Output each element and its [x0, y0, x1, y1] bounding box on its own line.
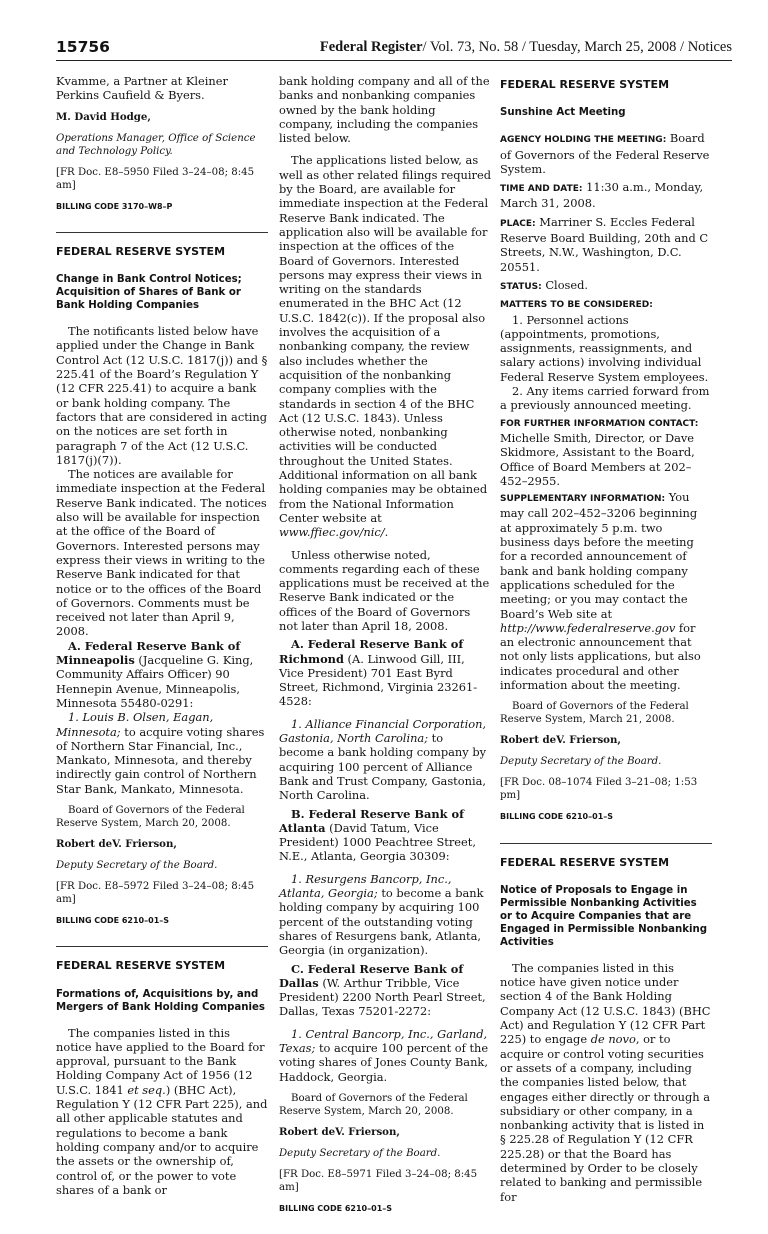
signer-name: Robert deV. Frierson,: [56, 837, 177, 850]
applicant-name: 1. Louis B. Olsen, Eagan, Minnesota;: [56, 710, 214, 739]
field-label: PLACE:: [500, 218, 536, 229]
paragraph: Unless otherwise noted, comments regarding each of these applications must be received at the Reserve Bank indicated or the offices of the Board of Governors not later than April 18, 2008.: [279, 547, 490, 633]
fr-doc: [FR Doc. E8–5971 Filed 3–24–08; 8:45 am]: [279, 1168, 478, 1193]
signer-title: Deputy Secretary of the Board.: [279, 1147, 441, 1159]
signer-title: Deputy Secretary of the Board.: [56, 859, 218, 871]
bank-entry: [279, 637, 491, 708]
paragraph: [500, 961, 712, 1204]
field-label: AGENCY HOLDING THE MEETING:: [500, 135, 667, 146]
applicant-name: 1. Resurgens Bancorp, Inc., Atlanta, Georgia;: [279, 871, 452, 901]
paragraph: [56, 1026, 268, 1198]
matters-label: [500, 296, 712, 312]
field-label: SUPPLEMENTARY INFORMATION:: [500, 494, 666, 505]
signer-name: Robert deV. Frierson,: [279, 1125, 400, 1138]
continued-text: Kvamme, a Partner at Kleiner Perkins Caufield & Byers.: [56, 74, 228, 103]
agency-heading: FEDERAL RESERVE SYSTEM: [56, 244, 226, 258]
section-rule: [56, 232, 268, 233]
subject-heading: Notice of Proposals to Engage in Permissible Nonbanking Activities or to Acquire Companies that are Engaged in Permissible Nonbanking Activities: [500, 884, 708, 948]
field-value: Marriner S. Eccles Federal Reserve Board Building, 20th and C Streets, N.W., Washington, D.C. 20551.: [500, 214, 709, 274]
bank-entry: [279, 807, 491, 864]
bank-entry: [279, 962, 491, 1019]
applicant-text: to become a bank holding company by acquiring 100 percent of Alliance Bank and Trust Company, Gastonia, North Carolina.: [279, 731, 487, 803]
page-header: [56, 38, 732, 61]
meeting-agency: [500, 131, 712, 176]
bank-name: B. Federal Reserve Bank of Atlanta: [279, 806, 465, 835]
bank-name: A. Federal Reserve Bank of Minneapolis: [56, 638, 241, 668]
agency-heading: FEDERAL RESERVE SYSTEM: [500, 855, 670, 869]
signer-name: M. David Hodge,: [56, 110, 151, 123]
bank-name: A. Federal Reserve Bank of Richmond: [279, 637, 464, 666]
bank-info: (David Tatum, Vice President) 1000 Peachtree Street, N.E., Atlanta, Georgia 30309:: [279, 820, 476, 864]
billing-code: BILLING CODE 6210–01–S: [56, 915, 170, 925]
section-rule: [500, 843, 712, 844]
issue-details: / Vol. 73, No. 58 / Tuesday, March 25, 2008 / Notices: [422, 39, 732, 55]
field-value: Board of Governors of the Federal Reserve System.: [500, 131, 710, 176]
board-date: Board of Governors of the Federal Reserve System, March 20, 2008.: [56, 804, 245, 829]
billing-code: BILLING CODE 6210–01–S: [500, 812, 614, 822]
signer-name: Robert deV. Frierson,: [500, 734, 621, 747]
subject-heading: Change in Bank Control Notices; Acquisition of Shares of Bank or Bank Holding Companies: [56, 274, 242, 312]
page-number: 15756: [56, 38, 110, 56]
field-value: Closed.: [541, 277, 589, 292]
emphasis: et seq.: [127, 1082, 166, 1097]
bank-entry: [56, 639, 268, 710]
bank-name: C. Federal Reserve Bank of Dallas: [279, 961, 464, 990]
agency-heading: FEDERAL RESERVE SYSTEM: [56, 959, 226, 973]
agency-heading: FEDERAL RESERVE SYSTEM: [500, 78, 670, 91]
website-link[interactable]: http://www.federalreserve.gov: [500, 620, 676, 635]
board-date: Board of Governors of the Federal Reserve System, March 21, 2008.: [500, 701, 689, 726]
signer-title: Operations Manager, Office of Science and Technology Policy.: [56, 132, 256, 157]
bank-info: (A. Linwood Gill, III, Vice President) 701 East Byrd Street, Richmond, Virginia 23261-4528:: [279, 651, 478, 709]
paragraph: [279, 153, 491, 539]
applicant-name: 1. Central Bancorp, Inc., Garland, Texas;: [279, 1026, 488, 1055]
meeting-place: [500, 215, 712, 274]
text-run: The companies listed in this notice have given notice under section 4 of the Bank Holding Company Act (12 U.S.C. 1843) (BHC Act) and Regulation Y (12 CFR Part 225) to engage: [500, 960, 711, 1047]
text-run: for an electronic announcement that not only lists applications, but also indicates procedural and other information about the meeting.: [500, 620, 701, 692]
fr-doc: [FR Doc. 08–1074 Filed 3–21–08; 1:53 pm]: [500, 777, 698, 802]
text-run: .: [384, 525, 389, 540]
paragraph: bank holding company and all of the banks and nonbanking companies owned by the bank holding company, including the companies listed below.: [279, 74, 490, 146]
field-label: STATUS:: [500, 281, 542, 292]
column-1: [56, 74, 268, 1205]
signer-title: Deputy Secretary of the Board.: [500, 756, 662, 768]
applicant-item: [56, 710, 268, 796]
applicant-name: 1. Alliance Financial Corporation, Gastonia, North Carolina;: [279, 716, 487, 746]
subject-heading: Formations of, Acquisitions by, and Mergers of Bank Holding Companies: [56, 988, 265, 1013]
billing-code: BILLING CODE 3170–W8–P: [56, 201, 173, 211]
supplementary-info: [500, 490, 712, 692]
running-head: [320, 39, 732, 56]
section-rule: [56, 946, 268, 947]
billing-code: BILLING CODE 6210–01–S: [279, 1203, 393, 1213]
text-run: , or to acquire or control voting securities or assets of a company, including the companies listed below, that engages either directly or through a subsidiary or other company, in a nonbanking activity that is listed in § 225.28 of Regulation Y (12 CFR 225.28) or that the Board has determined by Order to be closely related to banking and permissible for: [500, 1032, 711, 1204]
matter-item: 2. Any items carried forward from a previously announced meeting.: [500, 384, 710, 413]
paragraph: The notificants listed below have applied under the Change in Bank Control Act (12 U.S.C. 1817(j)) and § 225.41 of the Board’s Regulation Y (12 CFR 225.41) to acquire a bank or bank holding company. The factors that are considered in acting on the notices are set forth in paragraph 7 of the Act (12 U.S.C. 1817(j)(7)).: [56, 324, 268, 467]
contact-label: [500, 415, 712, 431]
field-value: 11:30 a.m., Monday, March 31, 2008.: [500, 180, 704, 211]
meeting-time: [500, 180, 712, 211]
contact-text: Michelle Smith, Director, or Dave Skidmore, Assistant to the Board, Office of Board Members at 202–452–2955.: [500, 430, 695, 488]
emphasis: de novo: [590, 1032, 636, 1047]
text-run: The applications listed below, as well as other related filings required by the Board, are available for immediate inspection at the Federal Reserve Bank indicated. The application also will be available for inspection at the offices of the Board of Governors. Interested persons may express their views in writing on the standards enumerated in the BHC Act (12 U.S.C. 1842(c)). If the proposal also involves the acquisition of a nonbanking company, the review also includes whether the acquisition of the nonbanking company complies with the standards in section 4 of the BHC Act (12 U.S.C. 1843). Unless otherwise noted, nonbanking activities will be conducted throughout the United States. Additional information on all bank holding companies may be obtained from the National Information Center website at: [279, 153, 491, 525]
meeting-status: [500, 278, 712, 294]
applicant-item: [279, 1027, 491, 1084]
applicant-item: [279, 872, 491, 958]
field-label: MATTERS TO BE CONSIDERED:: [500, 300, 653, 311]
text-run: ) (BHC Act), Regulation Y (12 CFR Part 225), and all other applicable statutes and regulations to become a bank holding company and/or to acquire the assets or the ownership of, control of, or the power to vote shares of a bank or: [56, 1082, 268, 1197]
field-label: FOR FURTHER INFORMATION CONTACT:: [500, 418, 699, 429]
field-label: TIME AND DATE:: [500, 184, 583, 195]
subject-heading: Sunshine Act Meeting: [500, 107, 626, 119]
journal-name: Federal Register: [319, 39, 423, 55]
text-run: The companies listed in this notice have applied to the Board for approval, pursuant to the Bank Holding Company Act of 1956 (12 U.S.C. 1841: [56, 1025, 265, 1097]
column-2: [279, 74, 491, 1234]
applicant-text: to acquire 100 percent of the voting shares of Jones County Bank, Haddock, Georgia.: [279, 1041, 489, 1084]
applicant-text: to become a bank holding company by acquiring 100 percent of the outstanding voting shares of Resurgens bank, Atlanta, Georgia (in organization).: [279, 886, 484, 958]
matter-item: 1. Personnel actions (appointments, promotions, assignments, reassignments, and salary actions) involving individual Federal Reserve System employees.: [500, 312, 709, 384]
board-date: Board of Governors of the Federal Reserve System, March 20, 2008.: [279, 1092, 468, 1117]
bank-info: (Jacqueline G. King, Community Affairs Officer) 90 Hennepin Avenue, Minneapolis, Minnesota 55480-0291:: [56, 653, 254, 710]
text-run: You may call 202–452–3206 beginning at approximately 5 p.m. two business days before the meeting for a recorded announcement of bank and bank holding company applications scheduled for the meeting; or you may contact the Board’s Web site at: [500, 490, 698, 621]
website-link[interactable]: www.ffiec.gov/nic/: [279, 525, 385, 540]
fr-doc: [FR Doc. E8–5972 Filed 3–24–08; 8:45 am]: [56, 880, 255, 905]
applicant-text: to acquire voting shares of Northern Star Financial, Inc., Mankato, Minnesota, and thereby indirectly gain control of Northern Star Bank, Mankato, Minnesota.: [56, 724, 265, 796]
fr-doc: [FR Doc. E8–5950 Filed 3–24–08; 8:45 am]: [56, 166, 255, 191]
column-3: [500, 74, 712, 1212]
bank-info: (W. Arthur Tribble, Vice President) 2200 North Pearl Street, Dallas, Texas 75201-2272:: [279, 975, 486, 1019]
applicant-item: [279, 717, 491, 803]
paragraph: The notices are available for immediate inspection at the Federal Reserve Bank indicated. The notices also will be available for inspection at the office of the Board of Governors. Interested persons may express their views in writing to the Reserve Bank indicated for that notice or to the offices of the Board of Governors. Comments must be received not later than April 9, 2008.: [56, 467, 267, 639]
